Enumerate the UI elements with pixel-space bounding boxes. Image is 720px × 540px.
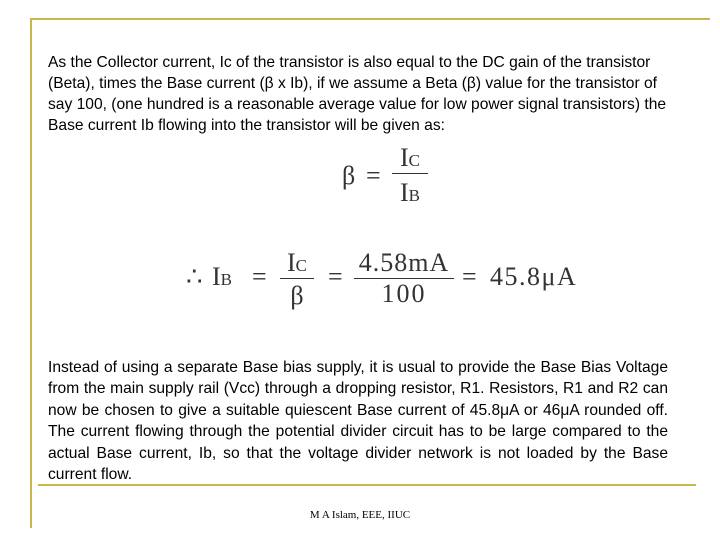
beta-fraction bbox=[392, 143, 428, 208]
beta-equation bbox=[342, 143, 432, 218]
bottom-border-line bbox=[38, 484, 696, 486]
fraction-bar bbox=[392, 173, 428, 174]
ib-symbol: IB bbox=[212, 262, 233, 291]
equals-sign-2: = bbox=[328, 262, 343, 291]
left-border-line bbox=[30, 18, 32, 528]
bias-paragraph: Instead of using a separate Base bias supply, it is usual to provide the Base Bias Voltage from the main supply rail (Vcc) through a dropping resistor, R1. Resistors, R1 and R2 can now be chosen to give a suitable quiescent Base current of 45.8μA or 46μA rounded off. The current flowing through the potential divider circuit has to be large compared to the actual Base current, Ib, so that the voltage divider network is not loaded by the Base current flow. bbox=[48, 358, 668, 484]
fraction-numerator: IC bbox=[399, 143, 420, 172]
result-value: 45.8μA bbox=[490, 262, 578, 291]
ic-over-beta-fraction: IC β bbox=[280, 248, 314, 311]
value-fraction: 4.58mA 100 bbox=[354, 248, 454, 309]
equals-sign-1: = bbox=[252, 262, 267, 291]
base-current-equation bbox=[186, 248, 586, 318]
equals-sign: = bbox=[366, 161, 381, 190]
beta-symbol: β bbox=[342, 161, 356, 190]
top-border-line bbox=[30, 18, 710, 20]
intro-paragraph: As the Collector current, Ic of the transistor is also equal to the DC gain of the transistor (Beta), times the Base current (β x Ib), if we assume a Beta (β) value for the transistor of say 100, (one hundred is a reasonable average value for low power signal transistors) the Base current Ib flowing into the transistor will be given as: bbox=[48, 53, 667, 134]
footer-credit: M A Islam, EEE, IIUC bbox=[309, 509, 411, 521]
equals-sign-3: = bbox=[462, 262, 477, 291]
fraction-denominator: IB bbox=[399, 178, 420, 208]
therefore-symbol: ∴ bbox=[186, 262, 203, 291]
